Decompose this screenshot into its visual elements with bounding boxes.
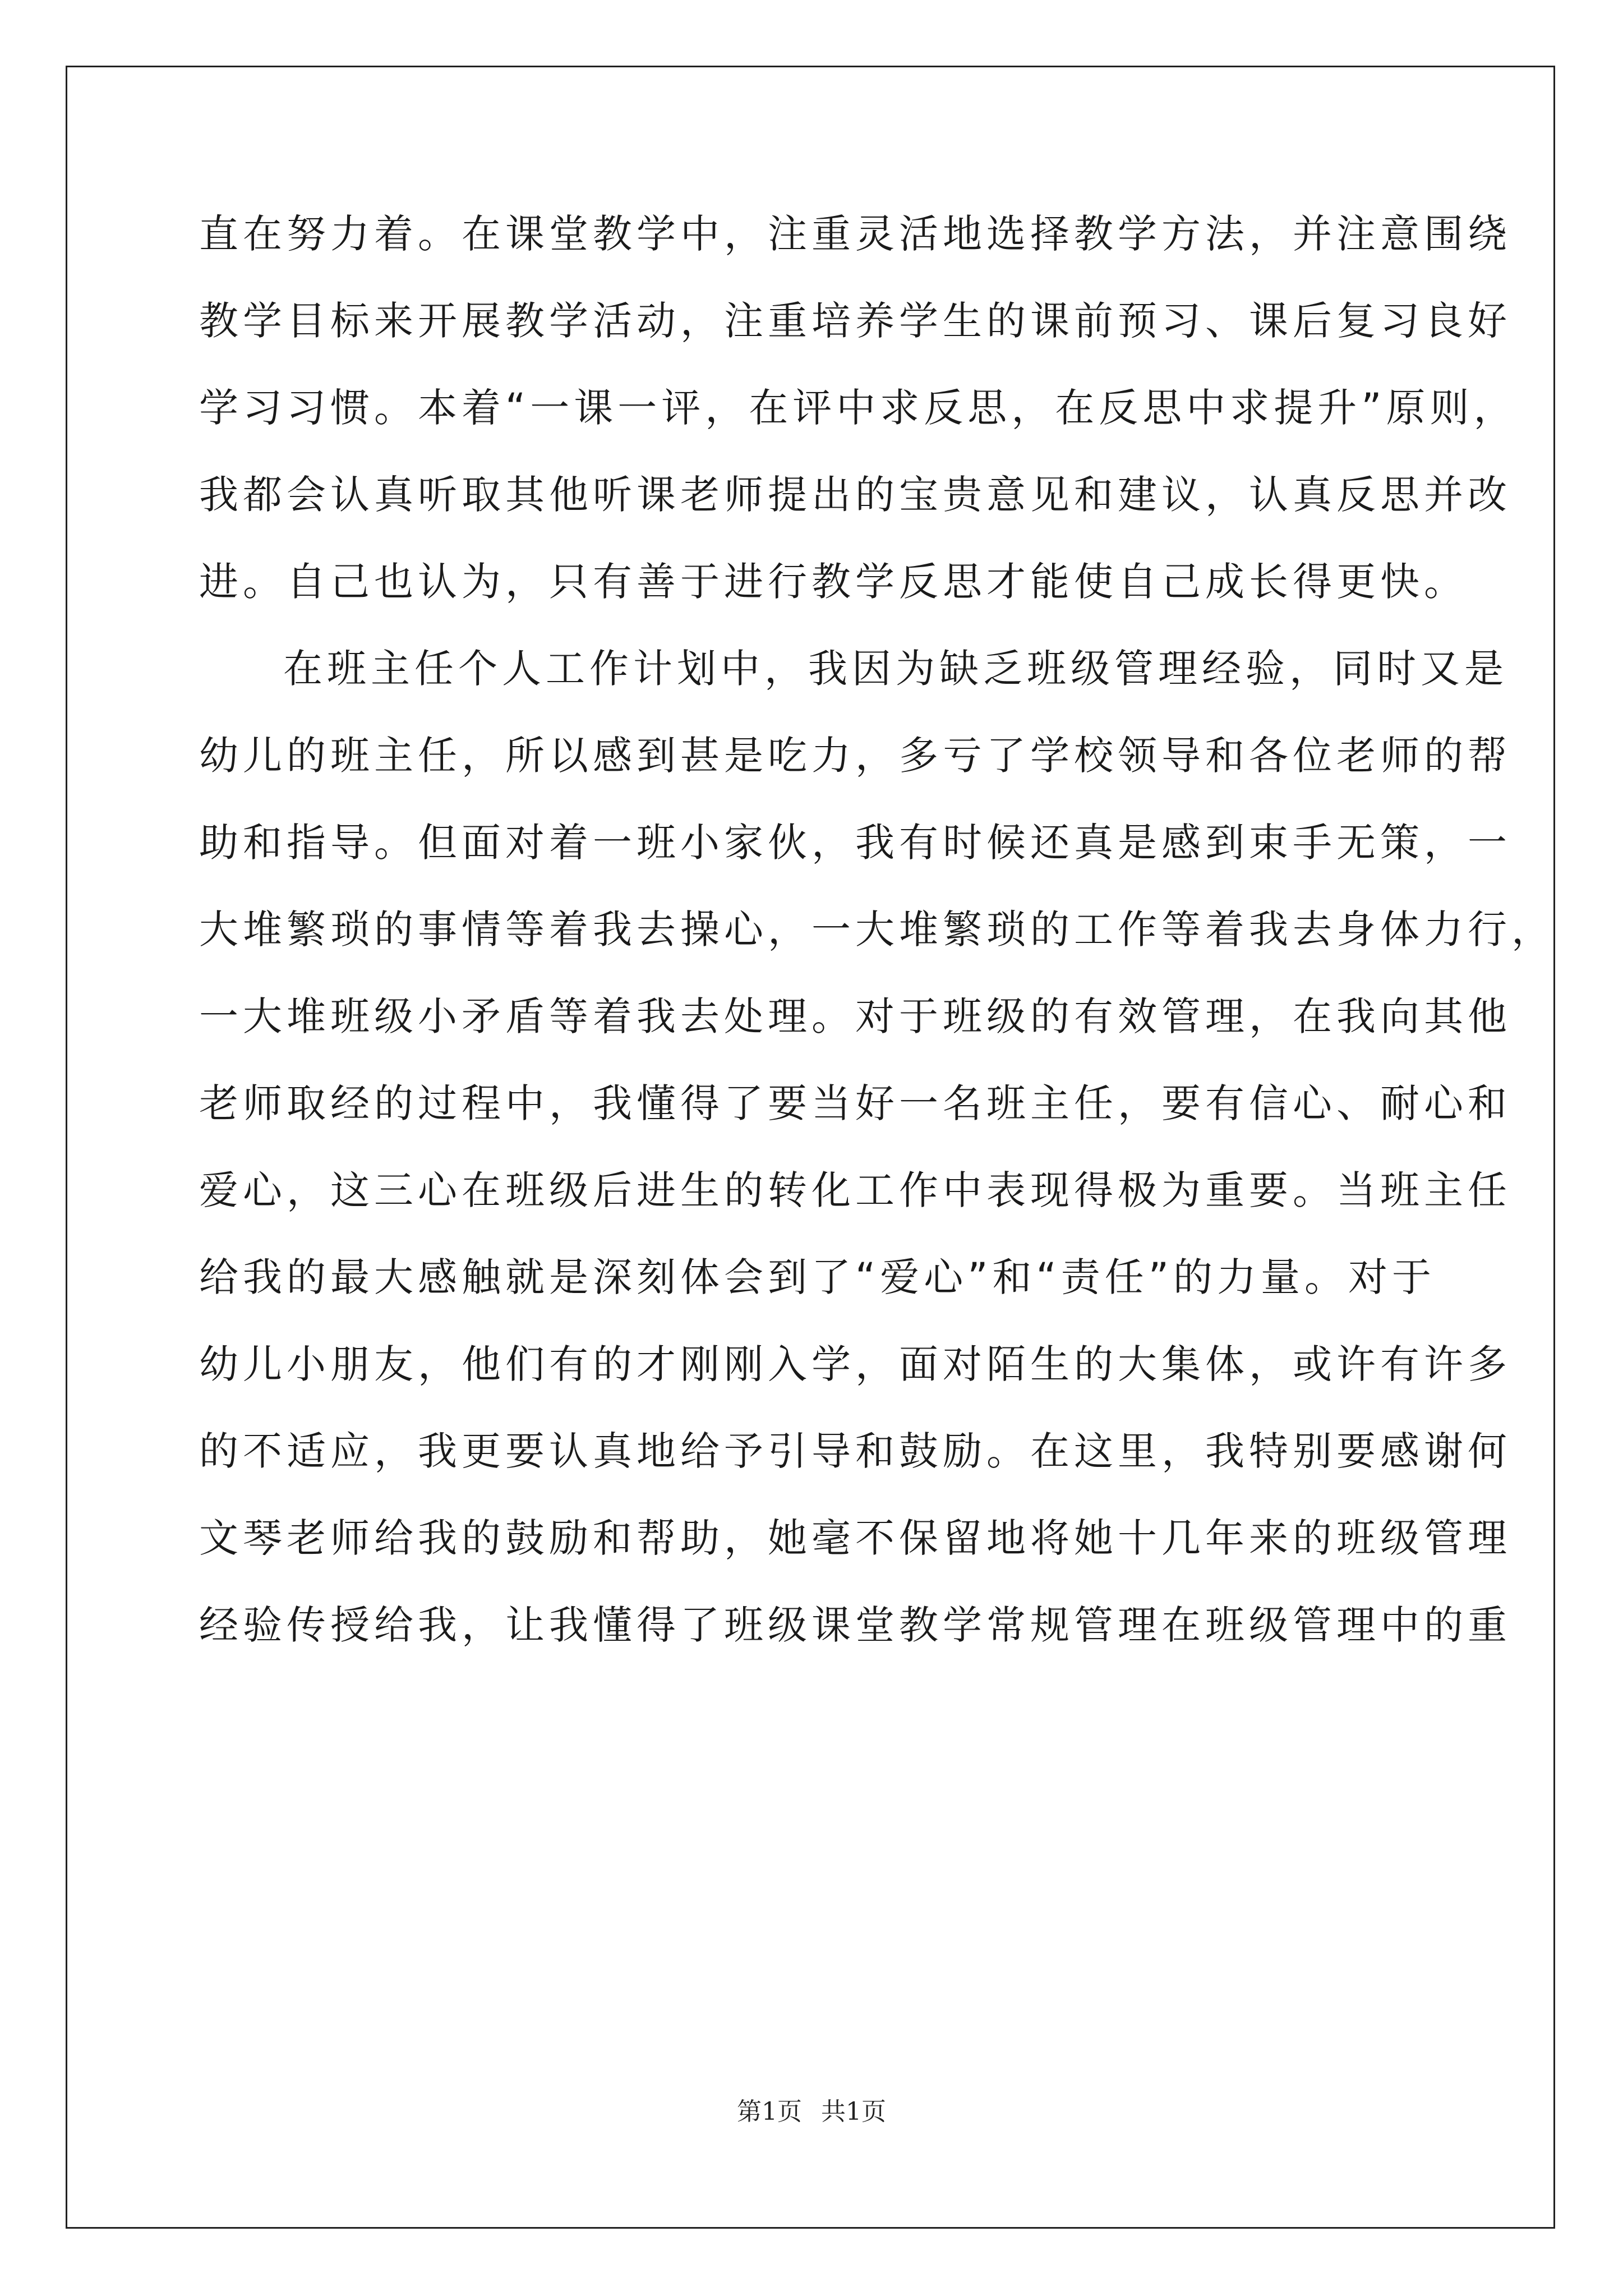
text-line: 教学目标来开展教学活动，注重培养学生的课前预习、课后复习良好 bbox=[199, 298, 1511, 344]
text-line: 大堆繁琐的事情等着我去操心，一大堆繁琐的工作等着我去身体力行， bbox=[199, 907, 1555, 953]
page-total: 共1页 bbox=[821, 2097, 886, 2126]
text-line: 进。自己也认为，只有善于进行教学反思才能使自己成长得更快。 bbox=[199, 559, 1468, 605]
paragraph-first-line: 在班主任个人工作计划中，我因为缺乏班级管理经验，同时又是 bbox=[283, 646, 1508, 692]
text-line: 助和指导。但面对着一班小家伙，我有时候还真是感到束手无策，一 bbox=[199, 820, 1511, 866]
text-line: 经验传授给我，让我懂得了班级课堂教学常规管理在班级管理中的重 bbox=[199, 1602, 1511, 1648]
text-line: 幼儿的班主任，所以感到甚是吃力，多亏了学校领导和各位老师的帮 bbox=[199, 733, 1511, 779]
text-line: 学习习惯。本着“一课一评，在评中求反思，在反思中求提升”原则， bbox=[199, 385, 1518, 431]
text-line: 直在努力着。在课堂教学中，注重灵活地选择教学方法，并注意围绕 bbox=[199, 211, 1511, 257]
text-line: 我都会认真听取其他听课老师提出的宝贵意见和建议，认真反思并改 bbox=[199, 472, 1511, 518]
text-line: 爱心，这三心在班级后进生的转化工作中表现得极为重要。当班主任 bbox=[199, 1167, 1511, 1213]
text-line: 文琴老师给我的鼓励和帮助，她毫不保留地将她十几年来的班级管理 bbox=[199, 1515, 1511, 1561]
text-line: 一大堆班级小矛盾等着我去处理。对于班级的有效管理，在我向其他 bbox=[199, 993, 1511, 1039]
page-number: 第1页 bbox=[737, 2097, 802, 2126]
text-line: 的不适应，我更要认真地给予引导和鼓励。在这里，我特别要感谢何 bbox=[199, 1428, 1511, 1474]
text-line: 幼儿小朋友，他们有的才刚刚入学，面对陌生的大集体，或许有许多 bbox=[199, 1341, 1511, 1387]
page-footer bbox=[0, 2095, 1623, 2129]
text-line: 老师取经的过程中，我懂得了要当好一名班主任，要有信心、耐心和 bbox=[199, 1080, 1511, 1126]
text-line: 给我的最大感触就是深刻体会到了“爱心”和“责任”的力量。对于 bbox=[199, 1254, 1436, 1300]
